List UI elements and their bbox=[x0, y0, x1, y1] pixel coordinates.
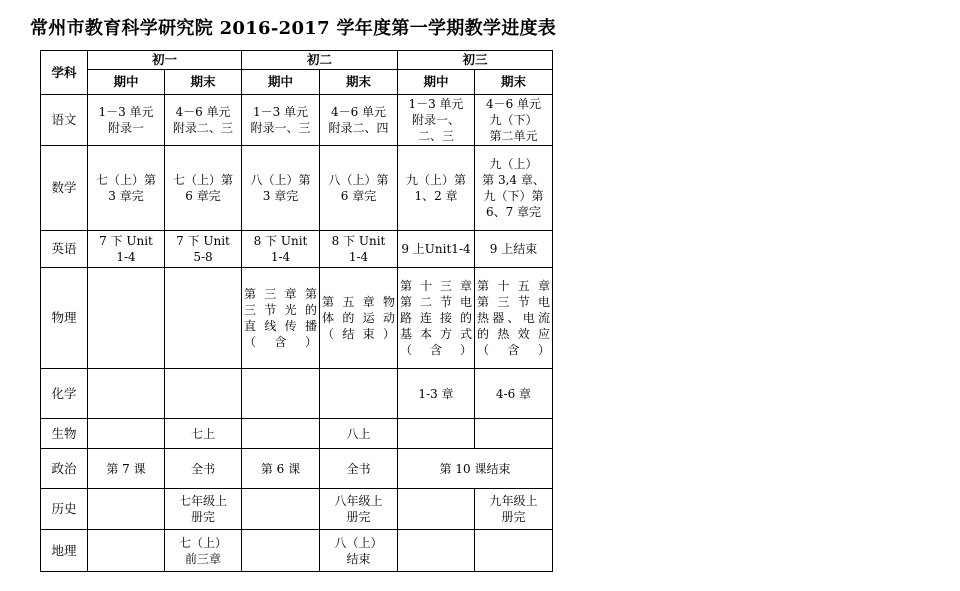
table-cell: 第 10 课结束 bbox=[398, 449, 553, 489]
table-cell: 7 下 Unit 1-4 bbox=[88, 231, 165, 268]
subject-cell: 数学 bbox=[41, 146, 88, 231]
table-cell bbox=[88, 268, 165, 369]
table-cell: 九年级上 册完 bbox=[475, 489, 553, 530]
table-cell: 八（上） 结束 bbox=[320, 530, 398, 572]
table-cell: 8 下 Unit 1-4 bbox=[242, 231, 320, 268]
table-cell: 八年级上 册完 bbox=[320, 489, 398, 530]
table-cell bbox=[165, 268, 242, 369]
table-row bbox=[41, 489, 553, 530]
table-cell bbox=[475, 419, 553, 449]
term-header: 期末 bbox=[320, 70, 398, 95]
subject-cell: 地理 bbox=[41, 530, 88, 572]
table-cell: 全书 bbox=[165, 449, 242, 489]
table-cell bbox=[242, 489, 320, 530]
table-cell bbox=[242, 530, 320, 572]
grade-header-2: 初二 bbox=[242, 51, 398, 70]
subject-cell: 物理 bbox=[41, 268, 88, 369]
table-cell: 1-3 章 bbox=[398, 369, 475, 419]
table-cell: 七（上） 前三章 bbox=[165, 530, 242, 572]
table-cell: 1－3 单元 附录一 bbox=[88, 95, 165, 146]
table-cell bbox=[88, 419, 165, 449]
table-cell: 4－6 单元 附录二、四 bbox=[320, 95, 398, 146]
term-header: 期末 bbox=[165, 70, 242, 95]
term-header: 期中 bbox=[88, 70, 165, 95]
subject-cell: 英语 bbox=[41, 231, 88, 268]
term-header: 期中 bbox=[242, 70, 320, 95]
table-cell: 1－3 单元 附录一、三 bbox=[242, 95, 320, 146]
table-cell: 9 上Unit1-4 bbox=[398, 231, 475, 268]
table-row bbox=[41, 268, 553, 369]
table-row bbox=[41, 231, 553, 268]
table-cell: 4-6 章 bbox=[475, 369, 553, 419]
table-row bbox=[41, 449, 553, 489]
table-row bbox=[41, 95, 553, 146]
table-cell bbox=[88, 530, 165, 572]
table-cell bbox=[242, 419, 320, 449]
table-cell: 八（上）第 6 章完 bbox=[320, 146, 398, 231]
table-cell: 第三章第 三节光的 直线传播 （含） bbox=[242, 268, 320, 369]
subject-cell: 语文 bbox=[41, 95, 88, 146]
table-cell bbox=[475, 530, 553, 572]
subject-cell: 生物 bbox=[41, 419, 88, 449]
table-cell: 4－6 单元 附录二、三 bbox=[165, 95, 242, 146]
table-cell: 八上 bbox=[320, 419, 398, 449]
table-cell bbox=[88, 489, 165, 530]
table-cell: 七上 bbox=[165, 419, 242, 449]
table-cell bbox=[398, 419, 475, 449]
grade-header-3: 初三 bbox=[398, 51, 553, 70]
table-cell bbox=[242, 369, 320, 419]
term-header: 期末 bbox=[475, 70, 553, 95]
table-cell: 七年级上 册完 bbox=[165, 489, 242, 530]
table-cell: 九（上）第 1、2 章 bbox=[398, 146, 475, 231]
table-cell: 第 7 课 bbox=[88, 449, 165, 489]
table-cell bbox=[398, 489, 475, 530]
table-cell: 1－3 单元 附录一、 二、三 bbox=[398, 95, 475, 146]
subject-header: 学科 bbox=[41, 51, 88, 95]
table-row bbox=[41, 146, 553, 231]
table-cell: 4－6 单元 九（下） 第二单元 bbox=[475, 95, 553, 146]
table-cell: 八（上）第 3 章完 bbox=[242, 146, 320, 231]
subject-cell: 化学 bbox=[41, 369, 88, 419]
page-title: 常州市教育科学研究院 2016-2017 学年度第一学期教学进度表 bbox=[30, 18, 557, 39]
table-row bbox=[41, 369, 553, 419]
table-cell: 七（上）第 6 章完 bbox=[165, 146, 242, 231]
table-cell: 9 上结束 bbox=[475, 231, 553, 268]
table-cell: 七（上）第 3 章完 bbox=[88, 146, 165, 231]
table-cell bbox=[320, 369, 398, 419]
table-cell: 第十三章 第二节电 路连接的 基本方式 （含） bbox=[398, 268, 475, 369]
table-row bbox=[41, 530, 553, 572]
table-cell: 全书 bbox=[320, 449, 398, 489]
table-cell: 第五章物 体的运动 （结束） bbox=[320, 268, 398, 369]
table-cell: 第 6 课 bbox=[242, 449, 320, 489]
table-row bbox=[41, 419, 553, 449]
table-cell: 九（上） 第 3,4 章、 九（下）第 6、7 章完 bbox=[475, 146, 553, 231]
subject-cell: 政治 bbox=[41, 449, 88, 489]
table-cell: 8 下 Unit 1-4 bbox=[320, 231, 398, 268]
grade-header-1: 初一 bbox=[88, 51, 242, 70]
subject-cell: 历史 bbox=[41, 489, 88, 530]
schedule-table bbox=[40, 50, 553, 572]
term-header: 期中 bbox=[398, 70, 475, 95]
table-cell: 7 下 Unit 5-8 bbox=[165, 231, 242, 268]
table-cell bbox=[88, 369, 165, 419]
table-cell: 第十五章 第三节电 热器、电流 的热效应 （含） bbox=[475, 268, 553, 369]
table-cell bbox=[165, 369, 242, 419]
table-cell bbox=[398, 530, 475, 572]
